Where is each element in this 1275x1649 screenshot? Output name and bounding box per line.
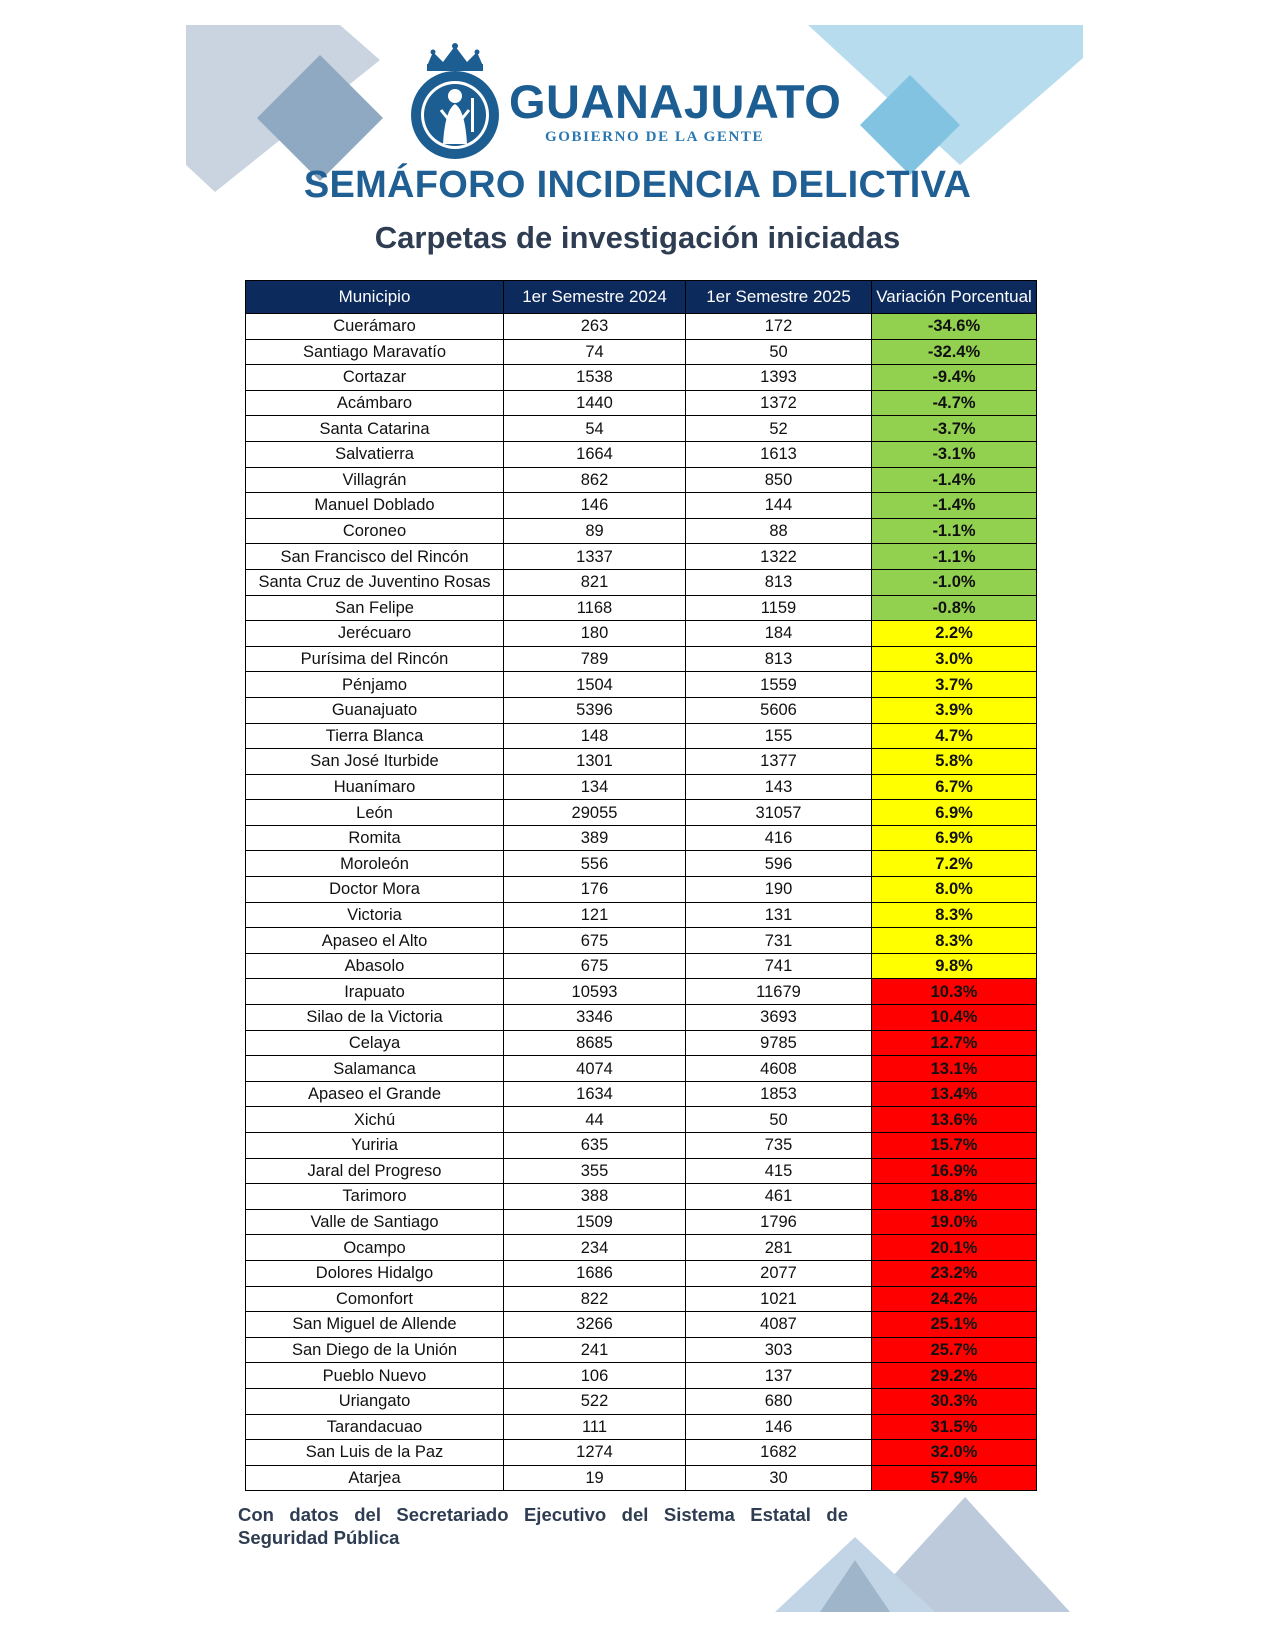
cell-variacion: 3.0% (872, 646, 1037, 672)
cell-variacion: -1.0% (872, 569, 1037, 595)
cell-municipio: Tierra Blanca (246, 723, 504, 749)
cell-variacion: 4.7% (872, 723, 1037, 749)
cell-semestre-2024: 675 (504, 953, 686, 979)
cell-semestre-2025: 1613 (686, 441, 872, 467)
cell-variacion: -9.4% (872, 365, 1037, 391)
cell-variacion: 15.7% (872, 1133, 1037, 1159)
cell-semestre-2024: 822 (504, 1286, 686, 1312)
cell-semestre-2024: 176 (504, 877, 686, 903)
cell-variacion: -0.8% (872, 595, 1037, 621)
cell-variacion: 10.4% (872, 1005, 1037, 1031)
cell-municipio: Santa Catarina (246, 416, 504, 442)
cell-semestre-2024: 1538 (504, 365, 686, 391)
cell-variacion: 3.9% (872, 697, 1037, 723)
cell-semestre-2025: 3693 (686, 1005, 872, 1031)
cell-variacion: 19.0% (872, 1209, 1037, 1235)
cell-municipio: Dolores Hidalgo (246, 1260, 504, 1286)
cell-semestre-2025: 155 (686, 723, 872, 749)
cell-municipio: Santa Cruz de Juventino Rosas (246, 569, 504, 595)
cell-variacion: 16.9% (872, 1158, 1037, 1184)
table-row (246, 1030, 1037, 1056)
cell-municipio: Uriangato (246, 1388, 504, 1414)
cell-variacion: 25.1% (872, 1312, 1037, 1338)
cell-semestre-2025: 1393 (686, 365, 872, 391)
cell-variacion: -32.4% (872, 339, 1037, 365)
table-row (246, 877, 1037, 903)
table-row (246, 1107, 1037, 1133)
cell-variacion: 20.1% (872, 1235, 1037, 1261)
cell-semestre-2024: 54 (504, 416, 686, 442)
cell-semestre-2025: 1372 (686, 390, 872, 416)
table-row (246, 902, 1037, 928)
table-row (246, 569, 1037, 595)
cell-semestre-2024: 89 (504, 518, 686, 544)
page-subtitle: Carpetas de investigación iniciadas (374, 220, 901, 255)
cell-semestre-2025: 461 (686, 1184, 872, 1210)
table-row (246, 749, 1037, 775)
guanajuato-logo (405, 40, 842, 162)
cell-municipio: Ocampo (246, 1235, 504, 1261)
source-note: Con datos del Secretariado Ejecutivo del Sistema Estatal de Seguridad Pública (238, 1504, 848, 1548)
table-row (246, 314, 1037, 340)
cell-semestre-2024: 19 (504, 1465, 686, 1491)
cell-variacion: 13.4% (872, 1081, 1037, 1107)
cell-municipio: Doctor Mora (246, 877, 504, 903)
cell-semestre-2025: 4608 (686, 1056, 872, 1082)
cell-variacion: -1.1% (872, 544, 1037, 570)
cell-municipio: Pueblo Nuevo (246, 1363, 504, 1389)
table-row (246, 1081, 1037, 1107)
cell-municipio: Pénjamo (246, 672, 504, 698)
cell-semestre-2025: 137 (686, 1363, 872, 1389)
cell-municipio: Apaseo el Grande (246, 1081, 504, 1107)
table-row (246, 595, 1037, 621)
cell-municipio: San Miguel de Allende (246, 1312, 504, 1338)
cell-semestre-2024: 263 (504, 314, 686, 340)
table-row (246, 1440, 1037, 1466)
cell-semestre-2024: 44 (504, 1107, 686, 1133)
cell-semestre-2025: 303 (686, 1337, 872, 1363)
cell-semestre-2025: 415 (686, 1158, 872, 1184)
cell-variacion: 25.7% (872, 1337, 1037, 1363)
cell-municipio: Santiago Maravatío (246, 339, 504, 365)
cell-variacion: 18.8% (872, 1184, 1037, 1210)
cell-semestre-2025: 1682 (686, 1440, 872, 1466)
cell-semestre-2025: 735 (686, 1133, 872, 1159)
logo-tagline: GOBIERNO DE LA GENTE (545, 129, 765, 145)
cell-variacion: 6.9% (872, 800, 1037, 826)
cell-semestre-2024: 121 (504, 902, 686, 928)
cell-semestre-2024: 10593 (504, 979, 686, 1005)
cell-variacion: 9.8% (872, 953, 1037, 979)
cell-municipio: Victoria (246, 902, 504, 928)
table-row (246, 441, 1037, 467)
cell-variacion: 13.1% (872, 1056, 1037, 1082)
cell-semestre-2025: 11679 (686, 979, 872, 1005)
cell-semestre-2025: 144 (686, 493, 872, 519)
cell-semestre-2025: 1559 (686, 672, 872, 698)
cell-semestre-2024: 522 (504, 1388, 686, 1414)
cell-semestre-2025: 281 (686, 1235, 872, 1261)
table-row (246, 1465, 1037, 1491)
table-row (246, 851, 1037, 877)
table-row (246, 1260, 1037, 1286)
table-row (246, 518, 1037, 544)
cell-semestre-2024: 556 (504, 851, 686, 877)
cell-municipio: Acámbaro (246, 390, 504, 416)
cell-municipio: Manuel Doblado (246, 493, 504, 519)
cell-variacion: 8.3% (872, 902, 1037, 928)
cell-municipio: San Francisco del Rincón (246, 544, 504, 570)
cell-semestre-2025: 31057 (686, 800, 872, 826)
cell-municipio: Tarimoro (246, 1184, 504, 1210)
cell-semestre-2025: 9785 (686, 1030, 872, 1056)
cell-semestre-2024: 1301 (504, 749, 686, 775)
table-row (246, 1133, 1037, 1159)
cell-semestre-2024: 675 (504, 928, 686, 954)
cell-semestre-2024: 5396 (504, 697, 686, 723)
cell-municipio: San Felipe (246, 595, 504, 621)
cell-municipio: Yuriria (246, 1133, 504, 1159)
column-header-municipio: Municipio (246, 281, 504, 314)
cell-municipio: Salamanca (246, 1056, 504, 1082)
cell-semestre-2024: 355 (504, 1158, 686, 1184)
cell-variacion: -1.4% (872, 467, 1037, 493)
cell-semestre-2025: 143 (686, 774, 872, 800)
cell-semestre-2025: 596 (686, 851, 872, 877)
table-row (246, 621, 1037, 647)
cell-municipio: Purísima del Rincón (246, 646, 504, 672)
cell-variacion: -3.1% (872, 441, 1037, 467)
cell-semestre-2024: 821 (504, 569, 686, 595)
cell-municipio: Comonfort (246, 1286, 504, 1312)
cell-semestre-2024: 789 (504, 646, 686, 672)
table-row (246, 1312, 1037, 1338)
cell-municipio: Irapuato (246, 979, 504, 1005)
cell-semestre-2025: 172 (686, 314, 872, 340)
cell-variacion: -1.1% (872, 518, 1037, 544)
cell-municipio: Jerécuaro (246, 621, 504, 647)
cell-variacion: 6.9% (872, 825, 1037, 851)
crime-incidence-table (245, 280, 1037, 1491)
table-row (246, 697, 1037, 723)
cell-semestre-2024: 148 (504, 723, 686, 749)
cell-semestre-2025: 416 (686, 825, 872, 851)
cell-semestre-2024: 388 (504, 1184, 686, 1210)
cell-semestre-2024: 635 (504, 1133, 686, 1159)
table-row (246, 1388, 1037, 1414)
cell-semestre-2024: 234 (504, 1235, 686, 1261)
cell-variacion: 6.7% (872, 774, 1037, 800)
table-row (246, 928, 1037, 954)
cell-semestre-2025: 813 (686, 569, 872, 595)
cell-semestre-2024: 1664 (504, 441, 686, 467)
cell-variacion: 12.7% (872, 1030, 1037, 1056)
cell-municipio: Coroneo (246, 518, 504, 544)
table-row (246, 800, 1037, 826)
cell-semestre-2025: 1796 (686, 1209, 872, 1235)
cell-semestre-2024: 3346 (504, 1005, 686, 1031)
cell-semestre-2024: 1274 (504, 1440, 686, 1466)
table-row (246, 672, 1037, 698)
table-row (246, 493, 1037, 519)
cell-variacion: 29.2% (872, 1363, 1037, 1389)
cell-variacion: 3.7% (872, 672, 1037, 698)
state-seal-icon (405, 40, 505, 162)
cell-semestre-2024: 862 (504, 467, 686, 493)
cell-semestre-2025: 850 (686, 467, 872, 493)
cell-municipio: Celaya (246, 1030, 504, 1056)
cell-semestre-2024: 3266 (504, 1312, 686, 1338)
table-body (246, 314, 1037, 1491)
table-row (246, 1286, 1037, 1312)
cell-variacion: 24.2% (872, 1286, 1037, 1312)
cell-variacion: 13.6% (872, 1107, 1037, 1133)
column-header-variacion: Variación Porcentual (872, 281, 1037, 314)
cell-municipio: Tarandacuao (246, 1414, 504, 1440)
table-row (246, 953, 1037, 979)
cell-semestre-2024: 1168 (504, 595, 686, 621)
deco-shape-top-right (808, 25, 1083, 165)
cell-semestre-2024: 111 (504, 1414, 686, 1440)
cell-semestre-2025: 52 (686, 416, 872, 442)
table-row (246, 1056, 1037, 1082)
cell-municipio: Atarjea (246, 1465, 504, 1491)
table-row (246, 1414, 1037, 1440)
cell-semestre-2024: 180 (504, 621, 686, 647)
cell-semestre-2025: 1159 (686, 595, 872, 621)
logo-wordmark: GUANAJUATO (509, 75, 842, 128)
cell-municipio: San José Iturbide (246, 749, 504, 775)
cell-semestre-2024: 1440 (504, 390, 686, 416)
cell-semestre-2024: 389 (504, 825, 686, 851)
table-row (246, 1209, 1037, 1235)
table-row (246, 723, 1037, 749)
table-row (246, 1235, 1037, 1261)
table-row (246, 979, 1037, 1005)
cell-semestre-2025: 190 (686, 877, 872, 903)
column-header-semestre-2025: 1er Semestre 2025 (686, 281, 872, 314)
cell-municipio: Abasolo (246, 953, 504, 979)
cell-semestre-2024: 241 (504, 1337, 686, 1363)
cell-semestre-2025: 88 (686, 518, 872, 544)
cell-variacion: 31.5% (872, 1414, 1037, 1440)
cell-municipio: Xichú (246, 1107, 504, 1133)
cell-municipio: Guanajuato (246, 697, 504, 723)
cell-semestre-2024: 1634 (504, 1081, 686, 1107)
table-row (246, 1158, 1037, 1184)
cell-semestre-2025: 2077 (686, 1260, 872, 1286)
table-row (246, 1005, 1037, 1031)
cell-municipio: León (246, 800, 504, 826)
cell-semestre-2025: 5606 (686, 697, 872, 723)
page-title: SEMÁFORO INCIDENCIA DELICTIVA (303, 164, 972, 206)
cell-municipio: Salvatierra (246, 441, 504, 467)
cell-variacion: -3.7% (872, 416, 1037, 442)
cell-semestre-2024: 134 (504, 774, 686, 800)
cell-semestre-2025: 1853 (686, 1081, 872, 1107)
cell-variacion: 57.9% (872, 1465, 1037, 1491)
table-row (246, 390, 1037, 416)
cell-semestre-2024: 4074 (504, 1056, 686, 1082)
table-row (246, 467, 1037, 493)
table-row (246, 1184, 1037, 1210)
cell-variacion: -34.6% (872, 314, 1037, 340)
cell-semestre-2025: 184 (686, 621, 872, 647)
table-row (246, 646, 1037, 672)
cell-variacion: -1.4% (872, 493, 1037, 519)
table-row (246, 544, 1037, 570)
cell-municipio: Cortazar (246, 365, 504, 391)
cell-semestre-2025: 1322 (686, 544, 872, 570)
table-row (246, 774, 1037, 800)
cell-variacion: 10.3% (872, 979, 1037, 1005)
cell-semestre-2025: 50 (686, 339, 872, 365)
table-header-row (246, 281, 1037, 314)
cell-municipio: Villagrán (246, 467, 504, 493)
cell-variacion: 5.8% (872, 749, 1037, 775)
cell-semestre-2025: 50 (686, 1107, 872, 1133)
column-header-semestre-2024: 1er Semestre 2024 (504, 281, 686, 314)
cell-semestre-2025: 146 (686, 1414, 872, 1440)
cell-municipio: Valle de Santiago (246, 1209, 504, 1235)
cell-variacion: 8.0% (872, 877, 1037, 903)
cell-municipio: Cuerámaro (246, 314, 504, 340)
cell-semestre-2025: 741 (686, 953, 872, 979)
cell-semestre-2025: 131 (686, 902, 872, 928)
cell-variacion: 2.2% (872, 621, 1037, 647)
cell-semestre-2025: 813 (686, 646, 872, 672)
cell-municipio: Moroleón (246, 851, 504, 877)
cell-municipio: San Diego de la Unión (246, 1337, 504, 1363)
cell-variacion: 7.2% (872, 851, 1037, 877)
cell-variacion: -4.7% (872, 390, 1037, 416)
cell-variacion: 32.0% (872, 1440, 1037, 1466)
cell-semestre-2025: 1377 (686, 749, 872, 775)
cell-municipio: Apaseo el Alto (246, 928, 504, 954)
cell-semestre-2024: 74 (504, 339, 686, 365)
table-row (246, 1363, 1037, 1389)
table-row (246, 825, 1037, 851)
cell-semestre-2025: 30 (686, 1465, 872, 1491)
cell-municipio: San Luis de la Paz (246, 1440, 504, 1466)
table-row (246, 416, 1037, 442)
table-row (246, 339, 1037, 365)
cell-semestre-2025: 680 (686, 1388, 872, 1414)
cell-variacion: 8.3% (872, 928, 1037, 954)
cell-semestre-2024: 1686 (504, 1260, 686, 1286)
cell-semestre-2024: 1504 (504, 672, 686, 698)
cell-semestre-2024: 106 (504, 1363, 686, 1389)
cell-municipio: Silao de la Victoria (246, 1005, 504, 1031)
cell-semestre-2024: 8685 (504, 1030, 686, 1056)
cell-municipio: Huanímaro (246, 774, 504, 800)
cell-semestre-2025: 1021 (686, 1286, 872, 1312)
cell-municipio: Jaral del Progreso (246, 1158, 504, 1184)
cell-variacion: 23.2% (872, 1260, 1037, 1286)
cell-variacion: 30.3% (872, 1388, 1037, 1414)
cell-semestre-2025: 4087 (686, 1312, 872, 1338)
cell-semestre-2024: 1509 (504, 1209, 686, 1235)
cell-semestre-2024: 146 (504, 493, 686, 519)
table-row (246, 1337, 1037, 1363)
cell-semestre-2024: 1337 (504, 544, 686, 570)
table-row (246, 365, 1037, 391)
cell-semestre-2024: 29055 (504, 800, 686, 826)
cell-semestre-2025: 731 (686, 928, 872, 954)
cell-municipio: Romita (246, 825, 504, 851)
